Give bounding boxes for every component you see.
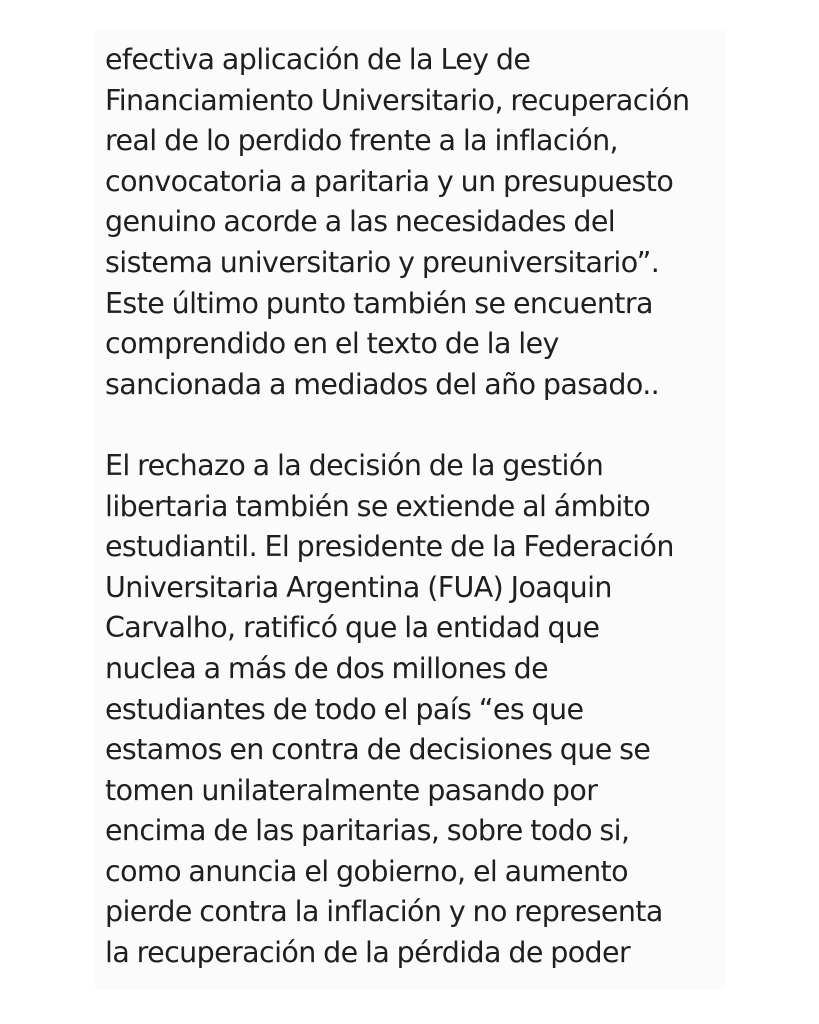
text-line: como anuncia el gobierno, el aumento <box>105 854 628 888</box>
text-line: estudiantes de todo el país “es que <box>105 692 584 726</box>
text-line: la recuperación de la pérdida de poder <box>105 936 631 970</box>
paragraph-gap <box>105 405 725 446</box>
text-line: comprendido en el texto de la ley <box>105 327 559 361</box>
text-line: efectiva aplicación de la Ley de <box>105 43 531 76</box>
text-line: estudiantil. El presidente de la Federación <box>105 530 674 564</box>
text-line: Este último punto también se encuentra <box>105 286 653 320</box>
paragraph-2 <box>105 446 725 974</box>
text-line: Carvalho, ratificó que la entidad que <box>105 611 600 645</box>
text-line: Universitaria Argentina (FUA) Joaquin <box>105 570 612 604</box>
paragraph-1 <box>105 40 725 405</box>
text-line: tomen unilateralmente pasando por <box>105 773 598 807</box>
text-line: libertaria también se extiende al ámbito <box>105 489 651 523</box>
text-line: estamos en contra de decisiones que se <box>105 733 651 767</box>
article-body <box>105 40 725 974</box>
text-line: encima de las paritarias, sobre todo si, <box>105 814 630 848</box>
text-line: real de lo perdido frente a la inflación, <box>105 124 619 158</box>
text-line: convocatoria a paritaria y un presupuesto <box>105 164 674 198</box>
text-line: nuclea a más de dos millones de <box>105 651 549 685</box>
text-line: El rechazo a la decisión de la gestión <box>105 448 604 482</box>
text-line: genuino acorde a las necesidades del <box>105 205 616 239</box>
text-line: sistema universitario y preuniversitario”. <box>105 245 660 279</box>
text-line: sancionada a mediados del año pasado.. <box>105 367 660 401</box>
text-line: pierde contra la inflación y no representa <box>105 895 663 929</box>
text-line: Financiamiento Universitario, recuperación <box>105 83 690 117</box>
